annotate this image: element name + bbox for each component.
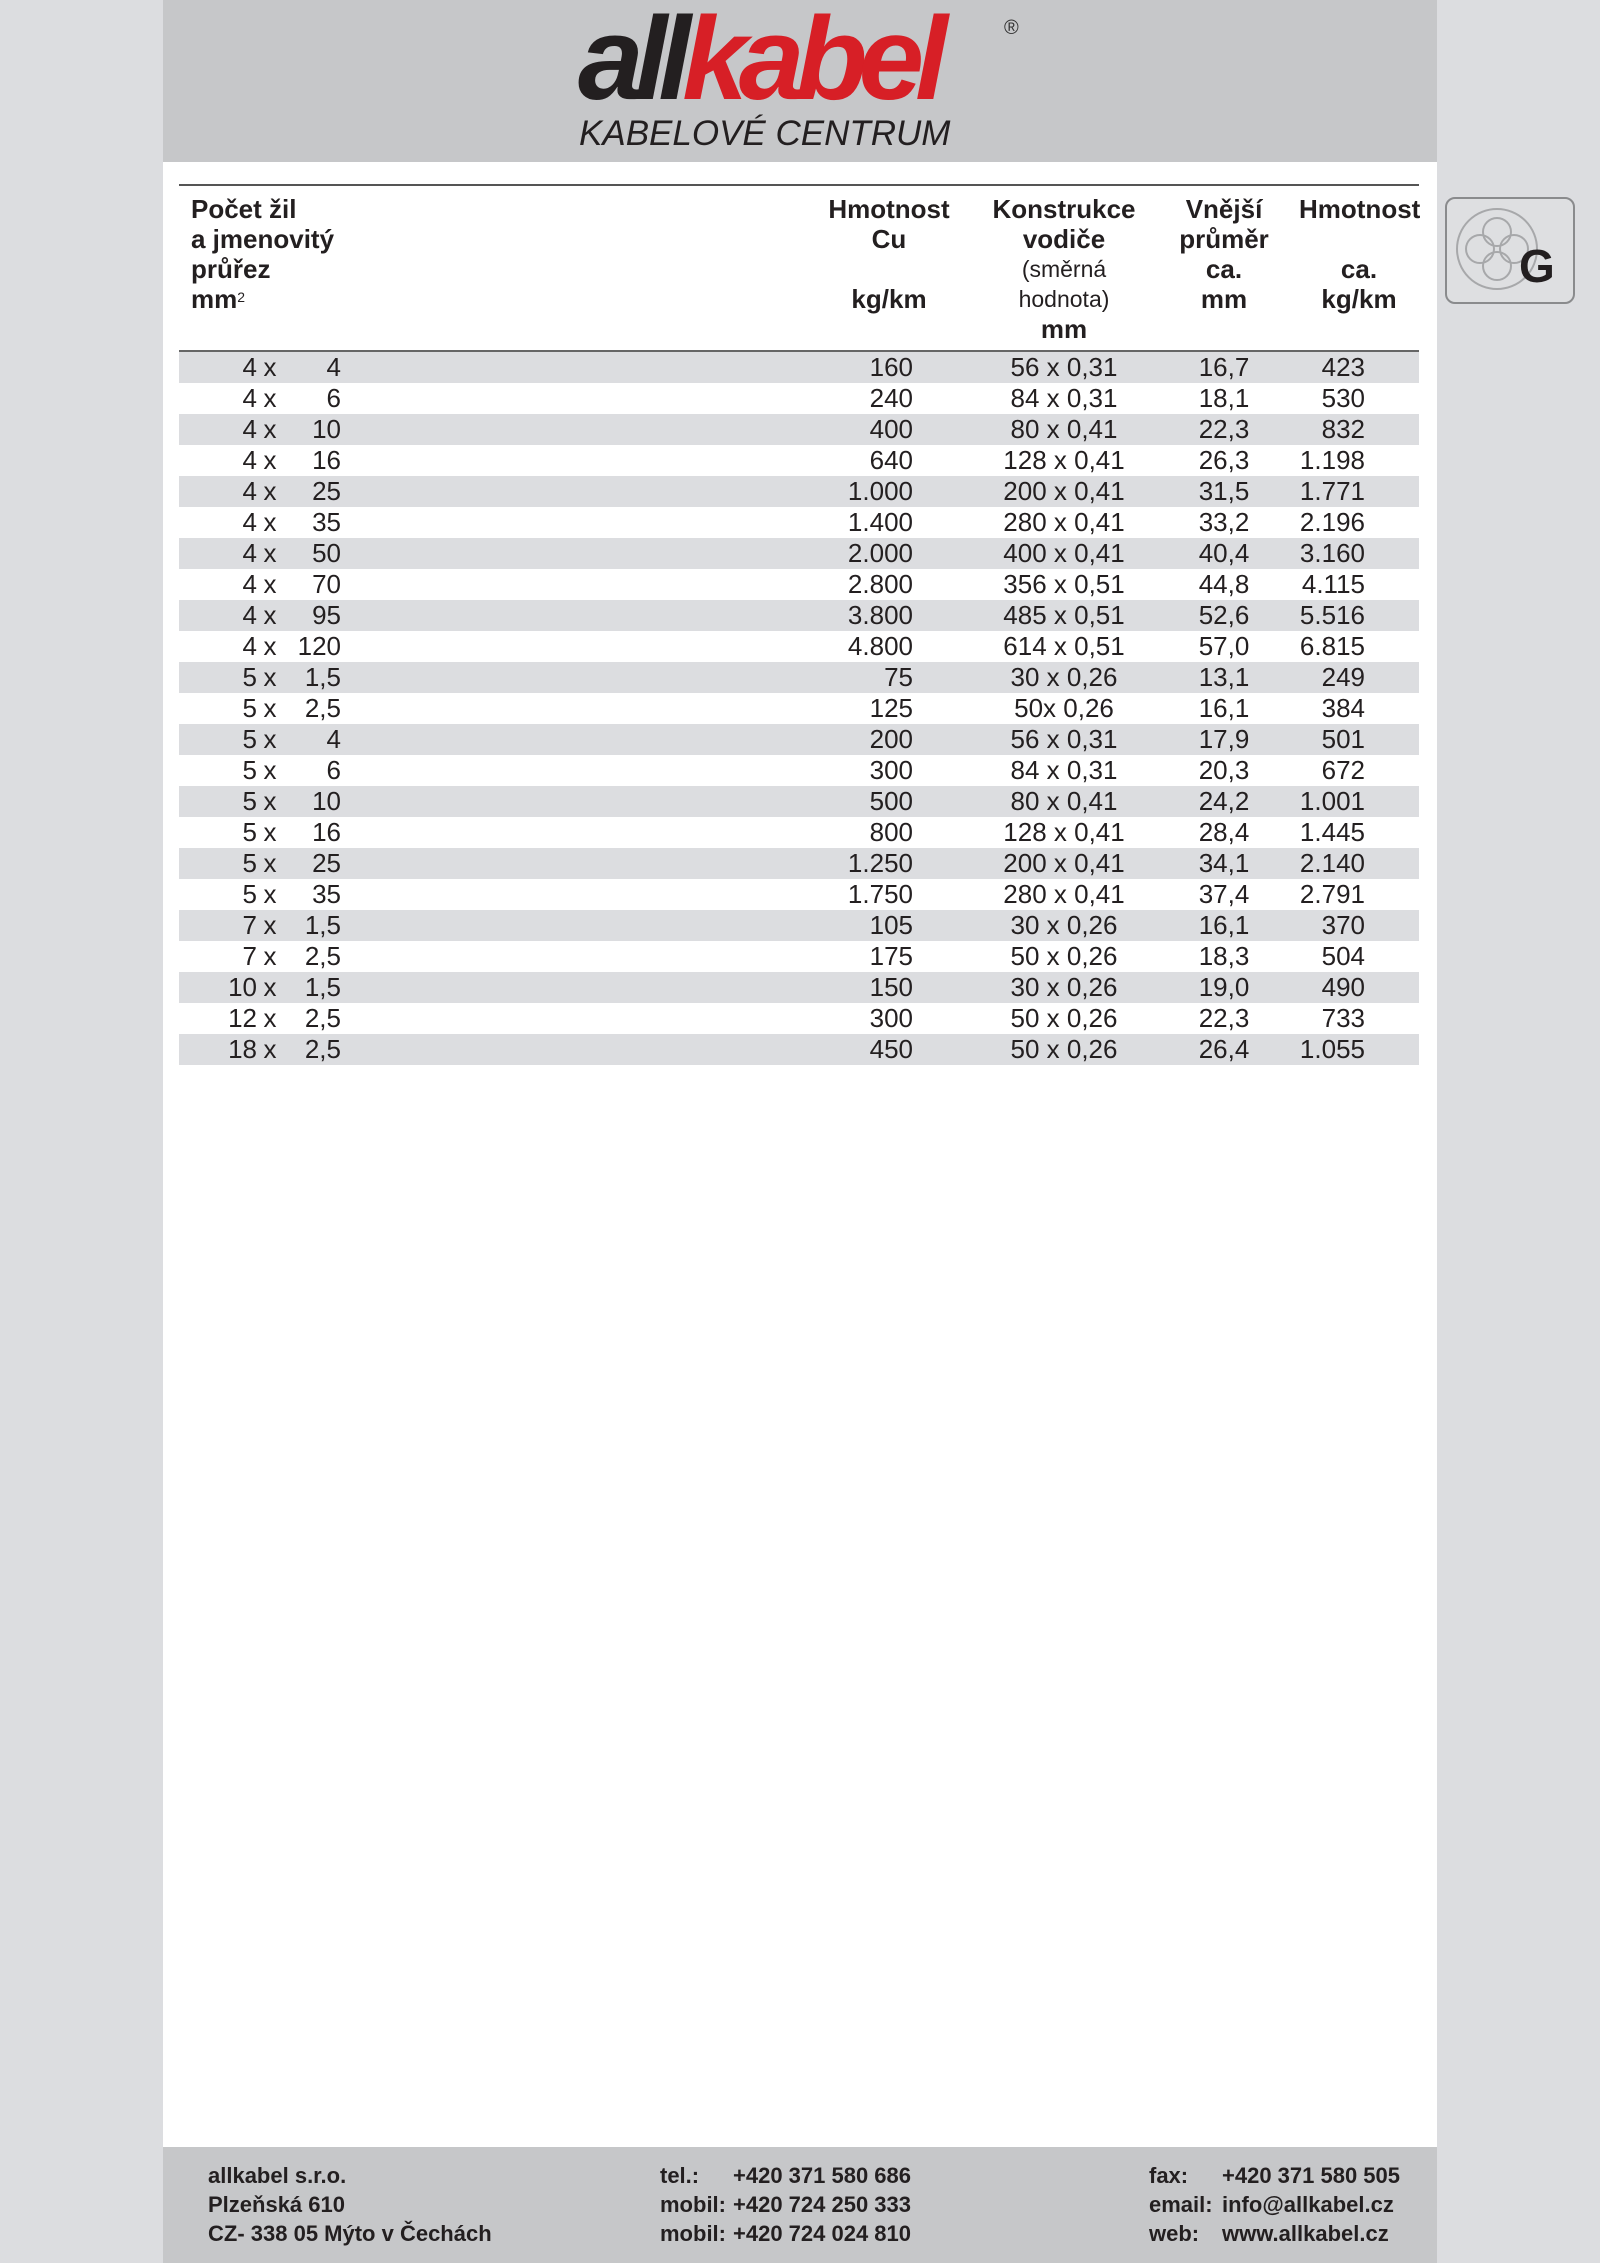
cell-cores-cross-section: 4 x 50 (179, 538, 799, 569)
footer-contacts: fax: +420 371 580 505 email: info@allkabel.cz web: www.allkabel.cz (1149, 2163, 1401, 2246)
cell-outer-diameter: 20,3 (1198, 755, 1250, 785)
table-row (179, 972, 1419, 1003)
cell-weight: 384 (1321, 693, 1365, 723)
allkabel-logo: allkabel ® (578, 0, 1019, 125)
cell-outer-diameter: 13,1 (1149, 662, 1299, 693)
cell-cores-cross-section: 4 x 120 (242, 631, 341, 661)
cell-weight-cu: 4.800 (847, 631, 913, 661)
cable-spec-table-wrapper (179, 184, 1419, 1065)
table-row (179, 941, 1419, 972)
table-row (179, 1003, 1419, 1034)
registered-mark: ® (1004, 17, 1019, 39)
cell-outer-diameter: 24,2 (1149, 786, 1299, 817)
cell-outer-diameter: 18,1 (1198, 383, 1250, 413)
cell-weight-cu: 150 (799, 972, 979, 1003)
cell-conductor-construction: 56 x 0,31 (979, 351, 1149, 383)
cell-weight: 370 (1299, 910, 1419, 941)
cell-conductor-construction: 56 x 0,31 (979, 724, 1149, 755)
cell-outer-diameter: 26,3 (1198, 445, 1250, 475)
cell-conductor-construction: 50 x 0,26 (1010, 941, 1118, 971)
cell-cores-cross-section: 12 x 2,5 (228, 1003, 341, 1033)
cell-cores-cross-section: 4 x 35 (242, 507, 341, 537)
cell-cores-cross-section: 5 x 16 (242, 817, 341, 847)
cell-weight-cu: 2.800 (847, 569, 913, 599)
cell-outer-diameter: 16,7 (1149, 351, 1299, 383)
cell-conductor-construction: 84 x 0,31 (1010, 383, 1118, 413)
cell-cores-cross-section: 4 x 10 (179, 414, 799, 445)
cell-outer-diameter: 19,0 (1149, 972, 1299, 1003)
cell-outer-diameter: 16,1 (1149, 910, 1299, 941)
cell-outer-diameter: 44,8 (1198, 569, 1250, 599)
table-row (179, 910, 1419, 941)
footer-company: allkabel s.r.o. Plzeňská 610 CZ- 338 05 Mýto v Čechách (208, 2163, 492, 2246)
header-weight-cu: Hmotnost Cu kg/km (799, 186, 979, 351)
cell-conductor-construction: 485 x 0,51 (979, 600, 1149, 631)
cell-cores-cross-section: 4 x 6 (242, 383, 341, 413)
table-row (179, 351, 1419, 383)
section-tab-g (1445, 197, 1575, 304)
cell-weight-cu: 800 (869, 817, 913, 847)
cell-conductor-construction: 80 x 0,41 (979, 414, 1149, 445)
cell-weight: 1.001 (1299, 786, 1419, 817)
cell-conductor-construction: 400 x 0,41 (979, 538, 1149, 569)
cell-weight-cu: 200 (799, 724, 979, 755)
header-weight: Hmotnost ca. kg/km (1299, 186, 1419, 351)
cell-weight: 1.055 (1299, 1034, 1419, 1065)
cell-conductor-construction: 614 x 0,51 (1003, 631, 1125, 661)
cell-weight-cu: 240 (869, 383, 913, 413)
cell-cores-cross-section: 5 x 35 (242, 879, 341, 909)
cell-outer-diameter: 52,6 (1149, 600, 1299, 631)
cell-weight: 2.196 (1299, 507, 1365, 537)
cell-weight: 2.791 (1299, 879, 1365, 909)
cell-weight-cu: 300 (869, 755, 913, 785)
cell-outer-diameter: 22,3 (1198, 1003, 1250, 1033)
cell-weight: 5.516 (1299, 600, 1419, 631)
cell-conductor-construction: 84 x 0,31 (1010, 755, 1118, 785)
table-row (179, 476, 1419, 507)
cell-outer-diameter: 16,1 (1198, 693, 1250, 723)
table-row (179, 662, 1419, 693)
cell-conductor-construction: 356 x 0,51 (1003, 569, 1125, 599)
cell-conductor-construction: 30 x 0,26 (979, 972, 1149, 1003)
cell-weight-cu: 2.000 (799, 538, 979, 569)
cell-weight: 249 (1299, 662, 1419, 693)
table-row (179, 569, 1419, 600)
cell-weight-cu: 1.250 (799, 848, 979, 879)
table-row (179, 1034, 1419, 1065)
cell-weight-cu: 1.750 (847, 879, 913, 909)
table-row (179, 414, 1419, 445)
cell-conductor-construction: 50 x 0,26 (1010, 1003, 1118, 1033)
cell-weight: 6.815 (1299, 631, 1365, 661)
cell-outer-diameter: 17,9 (1149, 724, 1299, 755)
cell-conductor-construction: 200 x 0,41 (979, 476, 1149, 507)
cell-weight-cu: 1.000 (799, 476, 979, 507)
table-row (179, 383, 1419, 414)
cell-weight-cu: 450 (799, 1034, 979, 1065)
cell-outer-diameter: 40,4 (1149, 538, 1299, 569)
cell-conductor-construction: 50 x 0,26 (979, 1034, 1149, 1065)
cell-conductor-construction: 128 x 0,41 (1003, 445, 1125, 475)
cell-weight: 3.160 (1299, 538, 1419, 569)
table-row (179, 724, 1419, 755)
cell-weight: 1.198 (1299, 445, 1365, 475)
table-row (179, 848, 1419, 879)
header-outer-diameter: Vnější průměr ca. mm (1149, 186, 1299, 351)
cell-weight: 733 (1321, 1003, 1365, 1033)
cell-conductor-construction: 30 x 0,26 (979, 662, 1149, 693)
cell-cores-cross-section: 4 x 16 (242, 445, 341, 475)
cell-weight: 672 (1321, 755, 1365, 785)
brand-subtitle: KABELOVÉ CENTRUM (579, 114, 951, 153)
table-row (179, 786, 1419, 817)
cell-conductor-construction: 280 x 0,41 (1003, 879, 1125, 909)
footer-web-link[interactable]: www.allkabel.cz (1222, 2221, 1389, 2246)
cell-weight-cu: 1.400 (847, 507, 913, 537)
cell-cores-cross-section: 4 x 25 (179, 476, 799, 507)
cell-weight: 1.445 (1299, 817, 1365, 847)
cell-weight: 501 (1299, 724, 1419, 755)
cell-weight: 530 (1321, 383, 1365, 413)
cell-weight: 490 (1299, 972, 1419, 1003)
cell-cores-cross-section: 5 x 4 (179, 724, 799, 755)
cell-conductor-construction: 200 x 0,41 (979, 848, 1149, 879)
table-row (179, 817, 1419, 848)
cell-outer-diameter: 31,5 (1149, 476, 1299, 507)
cell-cores-cross-section: 4 x 4 (179, 351, 799, 383)
cell-cores-cross-section: 5 x 1,5 (179, 662, 799, 693)
header-band (163, 0, 1437, 162)
table-row (179, 445, 1419, 476)
table-row (179, 693, 1419, 724)
cell-weight-cu: 400 (799, 414, 979, 445)
cell-weight: 1.771 (1299, 476, 1419, 507)
cell-weight-cu: 160 (799, 351, 979, 383)
table-row (179, 631, 1419, 662)
cell-outer-diameter: 22,3 (1149, 414, 1299, 445)
cell-conductor-construction: 128 x 0,41 (1003, 817, 1125, 847)
footer-phone-link[interactable]: +420 371 580 686 (733, 2163, 912, 2188)
table-row (179, 538, 1419, 569)
cell-conductor-construction: 80 x 0,41 (979, 786, 1149, 817)
table-row (179, 600, 1419, 631)
cell-cores-cross-section: 7 x 2,5 (242, 941, 341, 971)
cell-cores-cross-section: 18 x 2,5 (179, 1034, 799, 1065)
cable-spec-table (179, 186, 1419, 1065)
cell-weight-cu: 300 (869, 1003, 913, 1033)
cell-cores-cross-section: 4 x 95 (179, 600, 799, 631)
cell-weight-cu: 500 (799, 786, 979, 817)
cell-outer-diameter: 26,4 (1149, 1034, 1299, 1065)
cell-outer-diameter: 34,1 (1149, 848, 1299, 879)
cell-weight-cu: 105 (799, 910, 979, 941)
cell-cores-cross-section: 5 x 10 (179, 786, 799, 817)
cell-cores-cross-section: 7 x 1,5 (179, 910, 799, 941)
cell-weight: 423 (1299, 351, 1419, 383)
footer-band (163, 2147, 1437, 2263)
cell-cores-cross-section: 4 x 70 (242, 569, 341, 599)
cell-weight-cu: 640 (869, 445, 913, 475)
cell-conductor-construction: 280 x 0,41 (1003, 507, 1125, 537)
cell-weight-cu: 175 (869, 941, 913, 971)
cell-weight: 2.140 (1299, 848, 1419, 879)
cell-cores-cross-section: 5 x 25 (179, 848, 799, 879)
footer-phone-link[interactable]: +420 724 024 810 (733, 2221, 912, 2246)
footer-phone-link[interactable]: +420 724 250 333 (733, 2192, 912, 2217)
cell-weight-cu: 75 (799, 662, 979, 693)
header-conductor-construction: Konstrukce vodiče (směrná hodnota) mm (979, 186, 1149, 351)
table-row (179, 507, 1419, 538)
cell-weight-cu: 125 (869, 693, 913, 723)
footer-fax: +420 371 580 505 (1222, 2163, 1401, 2188)
section-letter: G (1519, 240, 1555, 292)
cell-cores-cross-section: 5 x 6 (242, 755, 341, 785)
cell-weight: 832 (1299, 414, 1419, 445)
cell-outer-diameter: 33,2 (1198, 507, 1250, 537)
footer-email-link[interactable]: info@allkabel.cz (1222, 2192, 1394, 2217)
cell-weight: 504 (1321, 941, 1365, 971)
cell-weight: 4.115 (1301, 569, 1365, 599)
cell-outer-diameter: 18,3 (1198, 941, 1250, 971)
table-row (179, 755, 1419, 786)
cell-cores-cross-section: 5 x 2,5 (242, 693, 341, 723)
table-row (179, 879, 1419, 910)
header-cores-cross-section: Počet žil a jmenovitý průřez $mm^2$ (179, 186, 799, 351)
cell-outer-diameter: 28,4 (1198, 817, 1250, 847)
cell-weight-cu: 3.800 (799, 600, 979, 631)
table-header-row (179, 186, 1419, 351)
cell-conductor-construction: 50x 0,26 (1014, 693, 1114, 723)
cell-outer-diameter: 57,0 (1198, 631, 1250, 661)
cell-conductor-construction: 30 x 0,26 (979, 910, 1149, 941)
footer-phones: tel.: +420 371 580 686 mobil: +420 724 250 333 mobil: +420 724 024 810 (660, 2163, 912, 2246)
cell-cores-cross-section: 10 x 1,5 (179, 972, 799, 1003)
cell-outer-diameter: 37,4 (1198, 879, 1250, 909)
document-page (163, 0, 1437, 2263)
